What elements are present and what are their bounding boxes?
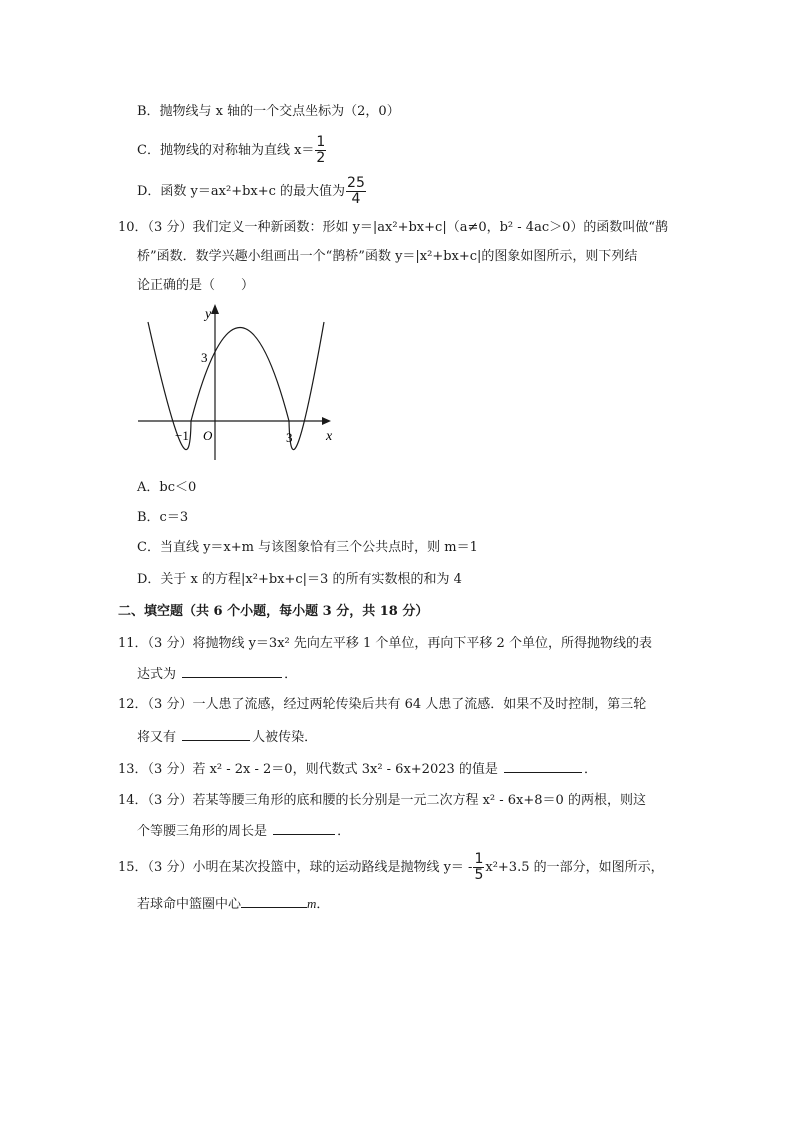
curve-middle-arch: [191, 328, 289, 422]
q9-option-b: B．抛物线与 x 轴的一个交点坐标为（2，0）: [137, 104, 400, 119]
q11-stem-line2: [137, 663, 297, 685]
q15-stem-end: ．: [316, 897, 330, 912]
q9-option-d-fraction: [346, 176, 366, 207]
fraction-numerator: 1: [474, 851, 484, 867]
q14-stem-suffix: ．: [337, 824, 351, 839]
q10-option-c: C．当直线 y＝x+m 与该图象恰有三个公共点时，则 m＝1: [137, 540, 478, 555]
q13-stem: [118, 758, 597, 780]
q13-stem-prefix: 13．（3 分）若 x² - 2x - 2＝0，则代数式 3x² - 6x+2023 的值是: [118, 762, 498, 777]
q15-stem-prefix: 15．（3 分）小明在某次投篮中，球的运动路线是抛物线 y＝ -: [118, 860, 473, 875]
q12-answer-blank[interactable]: [182, 726, 250, 741]
q13-answer-blank[interactable]: [504, 758, 582, 773]
q14-stem-line1: 14．（3 分）若某等腰三角形的底和腰的长分别是一元二次方程 x² - 6x+8＝0 的两根，则这: [118, 793, 646, 808]
q10-option-a: A．bc＜0: [137, 480, 197, 495]
fraction-denominator: 4: [351, 191, 361, 207]
y-axis-arrow: [211, 304, 219, 314]
q15-stem-prefix2: 若球命中篮圈中心: [137, 897, 242, 912]
q12-stem-prefix: 将又有: [137, 730, 177, 745]
q10-stem-line2: 桥”函数．数学兴趣小组画出一个“鹊桥”函数 y＝|x²+bx+c|的图象如图所示，则下列结: [137, 249, 638, 264]
y-axis-label: y: [205, 307, 212, 322]
q15-unit: m: [307, 896, 317, 911]
y-tick-3: 3: [201, 350, 208, 365]
q12-stem-line2: [137, 726, 317, 748]
fraction-numerator: 25: [347, 175, 365, 191]
x-axis-label: x: [326, 429, 333, 444]
q14-stem-line2: [137, 820, 350, 842]
q15-stem-line2: [137, 893, 329, 915]
x-tick-minus-1: −1: [175, 428, 189, 443]
origin-label: O: [203, 428, 213, 443]
fraction-denominator: 2: [316, 150, 326, 166]
q11-stem-suffix: ．: [284, 667, 298, 682]
q12-stem-line1: 12．（3 分）一人患了流感，经过两轮传染后共有 64 人患了流感．如果不及时控制，第三轮: [118, 697, 647, 712]
q10-option-d: D．关于 x 的方程|x²+bx+c|＝3 的所有实数根的和为 4: [137, 572, 462, 587]
q9-option-c-text: C．抛物线的对称轴为直线 x＝: [137, 143, 315, 158]
q10-stem-line3: 论正确的是（ ）: [137, 278, 255, 293]
q9-option-d: [137, 176, 367, 207]
section-heading-fill-in: 二、填空题（共 6 个小题，每小题 3 分，共 18 分）: [118, 604, 429, 619]
q15-answer-blank[interactable]: [241, 893, 307, 908]
q15-fraction: [473, 852, 484, 883]
q9-option-c-fraction: [315, 135, 326, 166]
q9-option-d-text: D．函数 y＝ax²+bx+c 的最大值为: [137, 184, 346, 199]
curve-right-branch: [289, 322, 324, 450]
q9-option-c: [137, 135, 327, 166]
q10-option-b: B．c＝3: [137, 510, 189, 525]
fraction-denominator: 5: [474, 867, 484, 883]
q13-stem-suffix: ．: [584, 762, 598, 777]
q11-stem-prefix: 达式为: [137, 667, 177, 682]
q11-answer-blank[interactable]: [182, 663, 282, 678]
q11-stem-line1: 11．（3 分）将抛物线 y＝3x² 先向左平移 1 个单位，再向下平移 2 个单位，所得抛物线的表: [118, 636, 652, 651]
q14-stem-prefix: 个等腰三角形的周长是: [137, 824, 268, 839]
q10-graph: [138, 300, 338, 460]
q12-stem-suffix: 人被传染．: [252, 730, 318, 745]
q14-answer-blank[interactable]: [273, 820, 335, 835]
q15-stem-suffix: x²+3.5 的一部分，如图所示，: [485, 860, 664, 875]
q10-stem-line1: 10．（3 分）我们定义一种新函数：形如 y＝|ax²+bx+c|（a≠0，b² - 4ac＞0）的函数叫做“鹊: [118, 220, 669, 235]
x-axis-arrow: [322, 417, 331, 425]
q15-stem-line1: [118, 852, 664, 883]
x-tick-3: 3: [286, 430, 293, 445]
fraction-numerator: 1: [316, 134, 326, 150]
